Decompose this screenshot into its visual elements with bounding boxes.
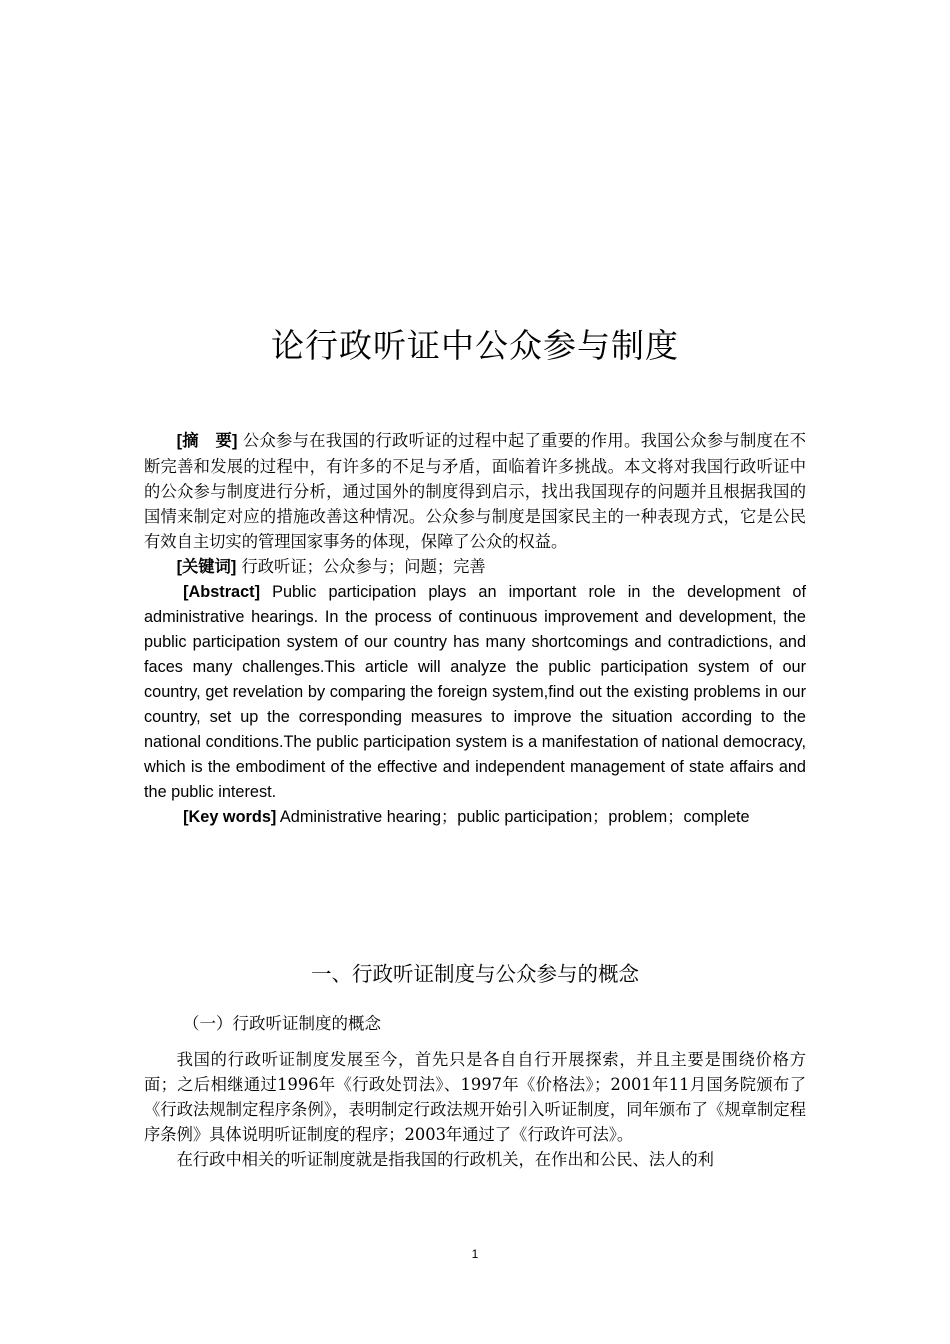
keywords-cn-paragraph [144, 554, 806, 580]
page-number: 1 [471, 1247, 479, 1261]
section-body [144, 1047, 806, 1172]
abstract-en-text: Public participation plays an important role in the development of administrative hearings. In the process of continuous improvement and development, the public participation system of our country has many shortcomings and contradictions, and faces many challenges.This article will analyze the public participation system of our country, get revelation by comparing the foreign system,find out the existing problems in our country, set up the corresponding measures to improve the situation according to the national conditions.The public participation system is a manifestation of national democracy, which is the embodiment of the effective and independent management of state affairs and the public interest. [144, 583, 806, 801]
section-heading: 一、行政听证制度与公众参与的概念 [311, 962, 639, 986]
keywords-cn-text: 行政听证；公众参与；问题；完善 [241, 557, 486, 576]
abstract-en-paragraph [144, 580, 806, 805]
keywords-en-text: Administrative hearing；public participation；problem；complete [279, 808, 750, 826]
abstract-cn-label: [摘 要] [176, 432, 238, 450]
keywords-en-paragraph [144, 805, 806, 830]
abstract-cn-paragraph [144, 428, 806, 554]
keywords-en-label: [Key words] [183, 808, 277, 826]
body-paragraph-2: 在行政中相关的听证制度就是指我国的行政机关，在作出和公民、法人的利 [176, 1150, 714, 1169]
keywords-cn-label: [关键词] [176, 558, 237, 576]
subsection-heading: （一）行政听证制度的概念 [183, 1014, 381, 1033]
abstract-block [144, 428, 806, 830]
abstract-en-label: [Abstract] [183, 583, 261, 601]
document-title: 论行政听证中公众参与制度 [271, 326, 679, 365]
body-paragraph-1: 我国的行政听证制度发展至今，首先只是各自自行开展探索，并且主要是围绕价格方面；之后相继通过1996年《行政处罚法》、1997年《价格法》；2001年11月国务院颁布了《行政法规制定程序条例》，表明制定行政法规开始引入听证制度，同年颁布了《规章制定程序条例》具体说明听证制度的程序；2003年通过了《行政许可法》。 [144, 1050, 806, 1144]
abstract-cn-text: 公众参与在我国的行政听证的过程中起了重要的作用。我国公众参与制度在不断完善和发展的过程中，有许多的不足与矛盾，面临着许多挑战。本文将对我国行政听证中的公众参与制度进行分析，通过国外的制度得到启示，找出我国现存的问题并且根据我国的国情来制定对应的措施改善这种情况。公众参与制度是国家民主的一种表现方式，它是公民有效自主切实的管理国家事务的体现，保障了公众的权益。 [144, 431, 806, 551]
